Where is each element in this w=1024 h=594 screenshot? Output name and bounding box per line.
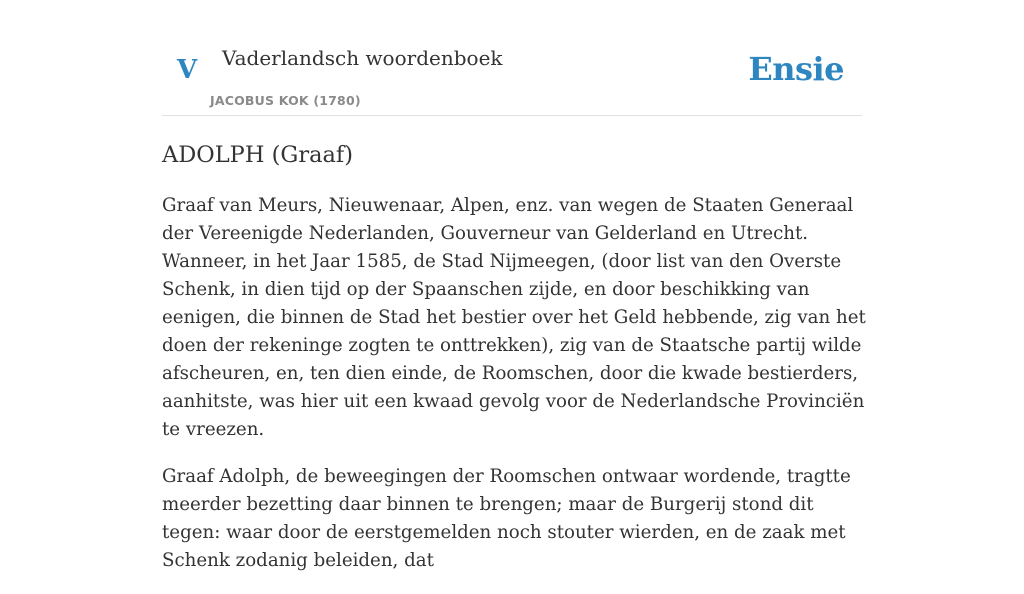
page [162, 0, 866, 571]
entry-paragraph: Graaf van Meurs, Nieuwenaar, Alpen, enz. van wegen de Staaten Generaal der Vereenigde Nederlanden, Gouverneur van Gelderland en Utrecht. Wanneer, in het Jaar 1585, de Stad Nijmeegen, (door list van den Overste Schenk, in dien tijd op der Spaanschen zijde, en door beschikking van eenigen, die binnen de Stad het bestier over het Geld hebbende, zig van het doen der rekeninge zogten te onttrekken), zig van de Staatsche partij wilde afscheuren, en, ten dien einde, de Roomschen, door die kwade bestierders, aanhitste, was hier uit een kwaad gevolg voor de Nederlandsche Provinciën te vreezen. [162, 195, 866, 440]
ensie-logo[interactable]: Ensie [748, 50, 844, 88]
entry-title: ADOLPH (Graaf) [162, 142, 354, 168]
book-author: JACOBUS KOK (1780) [210, 93, 361, 108]
book-letter-icon[interactable]: V [177, 55, 198, 85]
entry-body [162, 192, 868, 594]
book-header [162, 0, 862, 116]
book-title-link[interactable]: Vaderlandsch woordenboek [222, 46, 503, 70]
entry-paragraph: Graaf Adolph, de beweegingen der Roomschen ontwaar wordende, tragtte meerder bezetting daar binnen te brengen; maar de Burgerij stond dit tegen: waar door de eerstgemelden noch stouter wierden, en de zaak met Schenk zodanig beleiden, dat [162, 466, 851, 571]
